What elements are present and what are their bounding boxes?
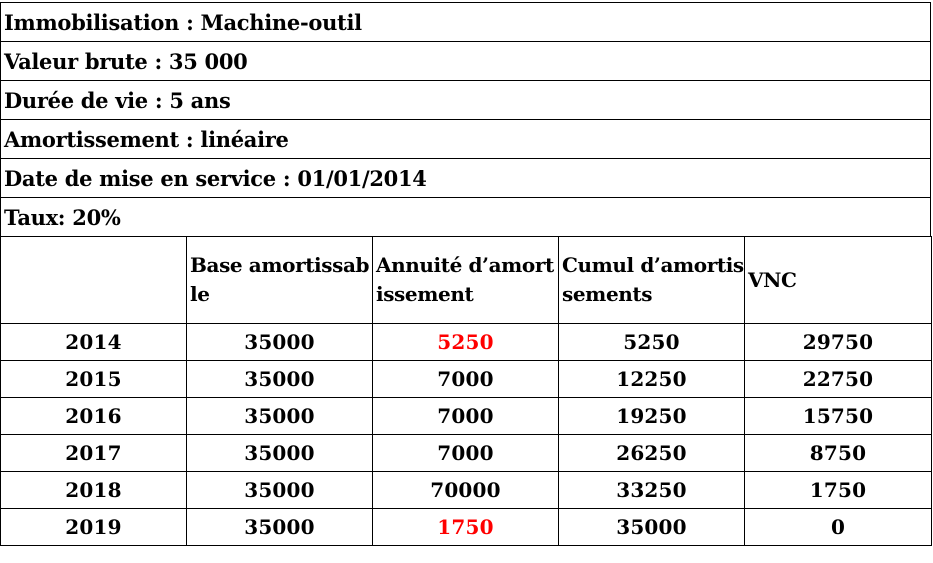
- cell-year: 2019: [1, 509, 187, 546]
- cell-cumul: 12250: [559, 361, 745, 398]
- table-row: [1, 324, 932, 361]
- cell-annuite: 7000: [373, 398, 559, 435]
- cell-vnc: 15750: [745, 398, 932, 435]
- cell-vnc: 8750: [745, 435, 932, 472]
- cell-annuite: 1750: [373, 509, 559, 546]
- info-row-immobilisation: [1, 3, 931, 42]
- cell-base: 35000: [187, 398, 373, 435]
- cell-year: 2014: [1, 324, 187, 361]
- cell-base: 35000: [187, 324, 373, 361]
- table-row: [1, 398, 932, 435]
- cell-base: 35000: [187, 361, 373, 398]
- cell-base: 35000: [187, 509, 373, 546]
- header-year: [1, 237, 187, 324]
- info-amortissement: Amortissement : linéaire: [1, 120, 931, 159]
- info-date-mise-en-service: Date de mise en service : 01/01/2014: [1, 159, 931, 198]
- cell-annuite: 5250: [373, 324, 559, 361]
- table-header-row: [1, 237, 932, 324]
- cell-year: 2015: [1, 361, 187, 398]
- table-row: [1, 435, 932, 472]
- info-row-amortissement: [1, 120, 931, 159]
- header-annuite: Annuité d’amortissement: [373, 237, 559, 324]
- table-row: [1, 509, 932, 546]
- info-duree-de-vie: Durée de vie : 5 ans: [1, 81, 931, 120]
- table-row: [1, 472, 932, 509]
- depreciation-sheet: [0, 2, 931, 546]
- cell-base: 35000: [187, 435, 373, 472]
- cell-annuite: 7000: [373, 361, 559, 398]
- cell-base: 35000: [187, 472, 373, 509]
- info-table: [0, 2, 931, 237]
- info-row-duree-de-vie: [1, 81, 931, 120]
- header-base-amortissable: Base amortissable: [187, 237, 373, 324]
- cell-year: 2017: [1, 435, 187, 472]
- header-cumul: Cumul d’amortissements: [559, 237, 745, 324]
- cell-vnc: 29750: [745, 324, 932, 361]
- info-row-date-mise-en-service: [1, 159, 931, 198]
- header-vnc: VNC: [745, 237, 932, 324]
- cell-year: 2018: [1, 472, 187, 509]
- info-valeur-brute: Valeur brute : 35 000: [1, 42, 931, 81]
- amortization-table: [0, 236, 932, 546]
- cell-cumul: 26250: [559, 435, 745, 472]
- info-row-taux: [1, 198, 931, 237]
- cell-vnc: 1750: [745, 472, 932, 509]
- info-row-valeur-brute: [1, 42, 931, 81]
- cell-annuite: 70000: [373, 472, 559, 509]
- cell-cumul: 33250: [559, 472, 745, 509]
- table-row: [1, 361, 932, 398]
- cell-cumul: 35000: [559, 509, 745, 546]
- info-immobilisation: Immobilisation : Machine-outil: [1, 3, 931, 42]
- info-taux: Taux: 20%: [1, 198, 931, 237]
- cell-vnc: 0: [745, 509, 932, 546]
- cell-annuite: 7000: [373, 435, 559, 472]
- cell-vnc: 22750: [745, 361, 932, 398]
- cell-year: 2016: [1, 398, 187, 435]
- cell-cumul: 5250: [559, 324, 745, 361]
- cell-cumul: 19250: [559, 398, 745, 435]
